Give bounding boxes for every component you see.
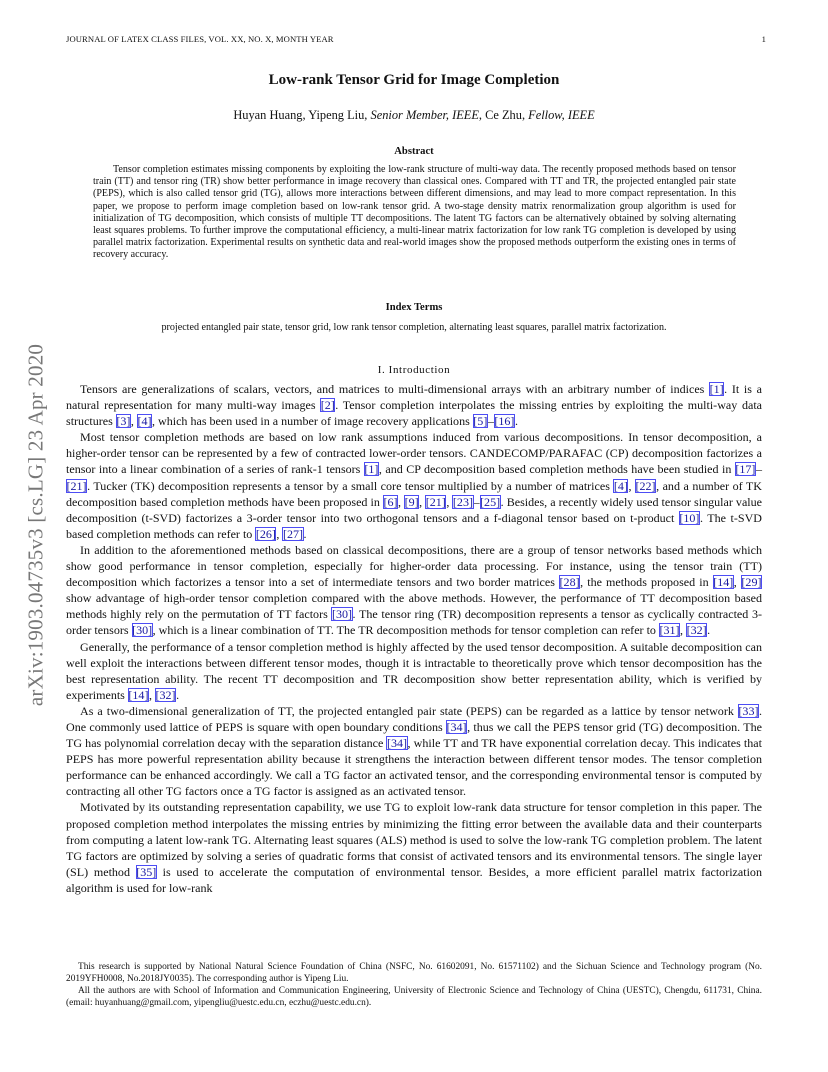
author-role-1: Senior Member, IEEE (370, 108, 479, 122)
citation-link[interactable]: [30] (331, 607, 353, 622)
body-text (66, 381, 762, 896)
citation-link[interactable]: [17] (735, 462, 756, 477)
text-run: , (628, 478, 635, 493)
citation-link[interactable]: [3] (116, 414, 131, 429)
citation-link[interactable]: [22] (635, 478, 656, 493)
citation-link[interactable]: [6] (383, 494, 398, 509)
citation-link[interactable]: [5] (473, 414, 488, 429)
text-run: , (276, 526, 283, 541)
paragraph (66, 639, 762, 703)
citation-link[interactable]: [10] (679, 510, 700, 525)
citation-link[interactable]: [21] (425, 494, 446, 509)
paragraph (66, 542, 762, 639)
text-run: , (733, 575, 741, 590)
paragraph (66, 799, 762, 896)
text-run: As a two-dimensional generalization of TT, the projected entangled pair state (PEPS) can be regarded as a lattice by tensor network (80, 703, 738, 718)
abstract (93, 164, 736, 262)
citation-link[interactable]: [33] (738, 703, 759, 718)
text-run: . (303, 526, 307, 541)
text-run: , while TT and TR have exponential correlation decay. This indicates that PEPS has more powerful representation ability because it strengthens the interaction between different tensor modes. The tensor completion performance can be enhanced accordingly. We call a TG factor an activated tensor, and the corresponding environmental tensor is computed by contracting all other TG factors once a TG factor is assigned as an activated tensor. (66, 736, 762, 799)
paper-title: Low-rank Tensor Grid for Image Completion (268, 72, 560, 88)
citation-link[interactable]: [27] (282, 526, 304, 541)
paragraph (66, 381, 762, 429)
citation-link[interactable]: [32] (155, 687, 176, 702)
text-run: – (755, 462, 762, 477)
text-run: , and CP decomposition based completion methods have been studied in (378, 462, 735, 477)
citation-link[interactable]: [9] (404, 494, 419, 509)
text-run: is used to accelerate the computation of environmental tensor. Besides, a more efficient parallel matrix factorization algorithm is used for low-rank (66, 864, 762, 895)
text-run: . (707, 623, 711, 638)
text-run: . (176, 687, 180, 702)
text-run: , (419, 494, 426, 509)
citation-link[interactable]: [34] (386, 736, 408, 751)
text-run: . The t-SVD based completion methods can refer to (66, 510, 762, 541)
text-run: , the methods proposed in (580, 575, 713, 590)
citation-link[interactable]: [32] (686, 623, 707, 638)
citation-link[interactable]: [1] (709, 382, 724, 396)
arxiv-stamp (14, 290, 58, 760)
citation-link[interactable]: [16] (494, 414, 515, 429)
journal-name: JOURNAL OF LATEX CLASS FILES, VOL. XX, NO. X, MONTH YEAR (66, 34, 334, 44)
footnotes (66, 962, 762, 1010)
footnote-affiliation: All the authors are with School of Information and Communication Engineering, University of Electronic Science and Technology of China (UESTC), Chengdu, 611731, China. (email: huyanhuang@gmail.com, yipengliu@uestc.edu.cn, eczhu@uestc.edu.cn). (66, 985, 762, 1008)
citation-link[interactable]: [26] (255, 526, 276, 541)
author-line (0, 108, 828, 123)
index-terms-heading: Index Terms (385, 302, 443, 313)
paragraph (66, 429, 762, 542)
page-number: 1 (761, 34, 766, 44)
text-run: , which is a linear combination of TT. The TR decomposition methods for tensor completion can refer to (152, 623, 659, 638)
text-run: , (130, 414, 137, 429)
footnote-funding: This research is supported by National Natural Science Foundation of China (NSFC, No. 61602091, No. 61571102) and the Sichuan Science and Technology program (No. 2019YFH0008, No.2018JY0035). The corresponding author is Yipeng Liu. (66, 962, 762, 984)
citation-link[interactable]: [4] (613, 478, 628, 493)
text-run: . (514, 414, 518, 429)
text-run: – (487, 414, 494, 429)
text-run: show advantage of high-order tensor completion compared with the above methods. However, the performance of TT decomposition based methods highly rely on the permutation of TT factors (66, 591, 762, 622)
section-heading: I. Introduction (377, 364, 451, 376)
text-run: Tensors are generalizations of scalars, vectors, and matrices to multi-dimensional arrays with an arbitrary number of indices (80, 382, 710, 396)
citation-link[interactable]: [30] (132, 623, 153, 638)
citation-link[interactable]: [2] (320, 398, 335, 413)
text-run: , thus we call the PEPS tensor grid (TG) decomposition. The TG has polynomial correlation decay with the separation distance (66, 719, 762, 751)
text-run: . Tucker (TK) decomposition represents a tensor by a small core tensor multiplied by a number of matrices (87, 478, 614, 493)
citation-link[interactable]: [34] (446, 719, 467, 734)
arxiv-stamp-text: arXiv:1903.04735v3 [cs.LG] 23 Apr 2020 (23, 343, 48, 707)
citation-link[interactable]: [29] (741, 575, 762, 590)
abstract-heading: Abstract (394, 146, 434, 157)
text-run: , (398, 494, 405, 509)
text-run: , which has been used in a number of image recovery applications (151, 414, 473, 429)
citation-link[interactable]: [28] (559, 575, 580, 590)
text-run: – (473, 494, 480, 509)
text-run: Motivated by its outstanding representation capability, we use TG to exploit low-rank data structure for tensor completion in this paper. The proposed completion method interpolates the missing entries by minimizing the fitting error between the available data and their counterparts from computing a latent low-rank TG. Alternating least squares (ALS) method is used to solve the low-rank TG completion problem. The latent TG factors are optimized by solving a series of quadratic forms that consist of activated tensors and its environmental tensors. The single layer (SL) method (66, 800, 762, 879)
text-run: . Besides, a recently widely used tensor singular value decomposition (t-SVD) factorizes a 3-order tensor into two orthogonal tensors and a f-diagonal tensor based on t-product (66, 494, 763, 525)
citation-link[interactable]: [23] (452, 494, 473, 509)
citation-link[interactable]: [25] (480, 494, 501, 509)
citation-link[interactable]: [35] (136, 864, 157, 879)
text-run: , (446, 494, 453, 509)
text-run: , (148, 687, 155, 702)
author-names-2: , Ce Zhu, (478, 108, 526, 122)
text-run: . The tensor ring (TR) decomposition represents a tensor as cyclically contracted 3-order tensors (66, 607, 763, 638)
citation-link[interactable]: [21] (66, 478, 87, 493)
text-run: . One commonly used lattice of PEPS is square with open boundary conditions (66, 703, 762, 734)
text-run: Generally, the performance of a tensor completion method is highly affected by the used tensor decomposition. A suitable decomposition can well exploit the interactions between different tensor modes, though it is intractable to theoretically prove which tensor decomposition has the best representation ability. The recent TT decomposition and TR decomposition show better representation ability, which is verified by experiments (66, 639, 762, 702)
citation-link[interactable]: [4] (137, 414, 152, 429)
text-run: In addition to the aforementioned methods based on classical decompositions, there are a group of tensor networks based methods which show good performance in tensor completion, especially for higher-order data processing. For instance, using the tensor train (TT) decomposition which factorizes a tensor into a set of intermediate tensors and two border matrices (66, 542, 762, 590)
text-run: , (680, 623, 687, 638)
running-header (66, 34, 766, 44)
text-run: . It is a natural representation for many multi-way images (66, 382, 762, 413)
citation-link[interactable]: [14] (128, 687, 149, 702)
author-role-2: Fellow, IEEE (528, 108, 595, 122)
citation-link[interactable]: [1] (364, 462, 379, 477)
text-run: . Tensor completion interpolates the missing entries by exploiting the multi-way data structures (66, 398, 763, 429)
author-names-1: Huyan Huang, Yipeng Liu, (233, 108, 368, 122)
citation-link[interactable]: [14] (713, 575, 734, 590)
paragraph (66, 703, 762, 800)
abstract-text: Tensor completion estimates missing components by exploiting the low-rank structure of multi-way data. The recently proposed methods based on tensor train (TT) and tensor ring (TR) show better performance in image recovery than classical ones. Compared with TT and TR, the projected entangled pair state (PEPS), which is also called tensor grid (TG), allows more interactions between different dimensions, and may lead to more compact representation. In this paper, we propose to perform image completion based on low-rank tensor grid. A two-stage density matrix renormalization group algorithm is used for initialization of TG decomposition, which consists of multiple TT decompositions. The latent TG factors can be alternatively obtained by solving alternating least squares problems. To further improve the computational efficiency, a multi-linear matrix factorization for low rank TG completion is developed by using parallel matrix factorization. Experimental results on synthetic data and real-world images show the proposed methods outperform the existing ones in terms of recovery accuracy. (93, 164, 736, 261)
index-terms: projected entangled pair state, tensor grid, low rank tensor completion, alternating least squares, parallel matrix factorization. (161, 322, 667, 333)
text-run: , and a number of TK decomposition based completion methods have been proposed in (66, 478, 762, 509)
citation-link[interactable]: [31] (659, 623, 680, 638)
text-run: Most tensor completion methods are based on low rank assumptions induced from various decompositions. In tensor decomposition, a higher-order tensor can be represented by a few of contracted lower-order tensors. CANDECOMP/PARAFAC (CP) decomposition factorizes a tensor into a linear combination of a series of rank-1 tensors (66, 430, 762, 477)
